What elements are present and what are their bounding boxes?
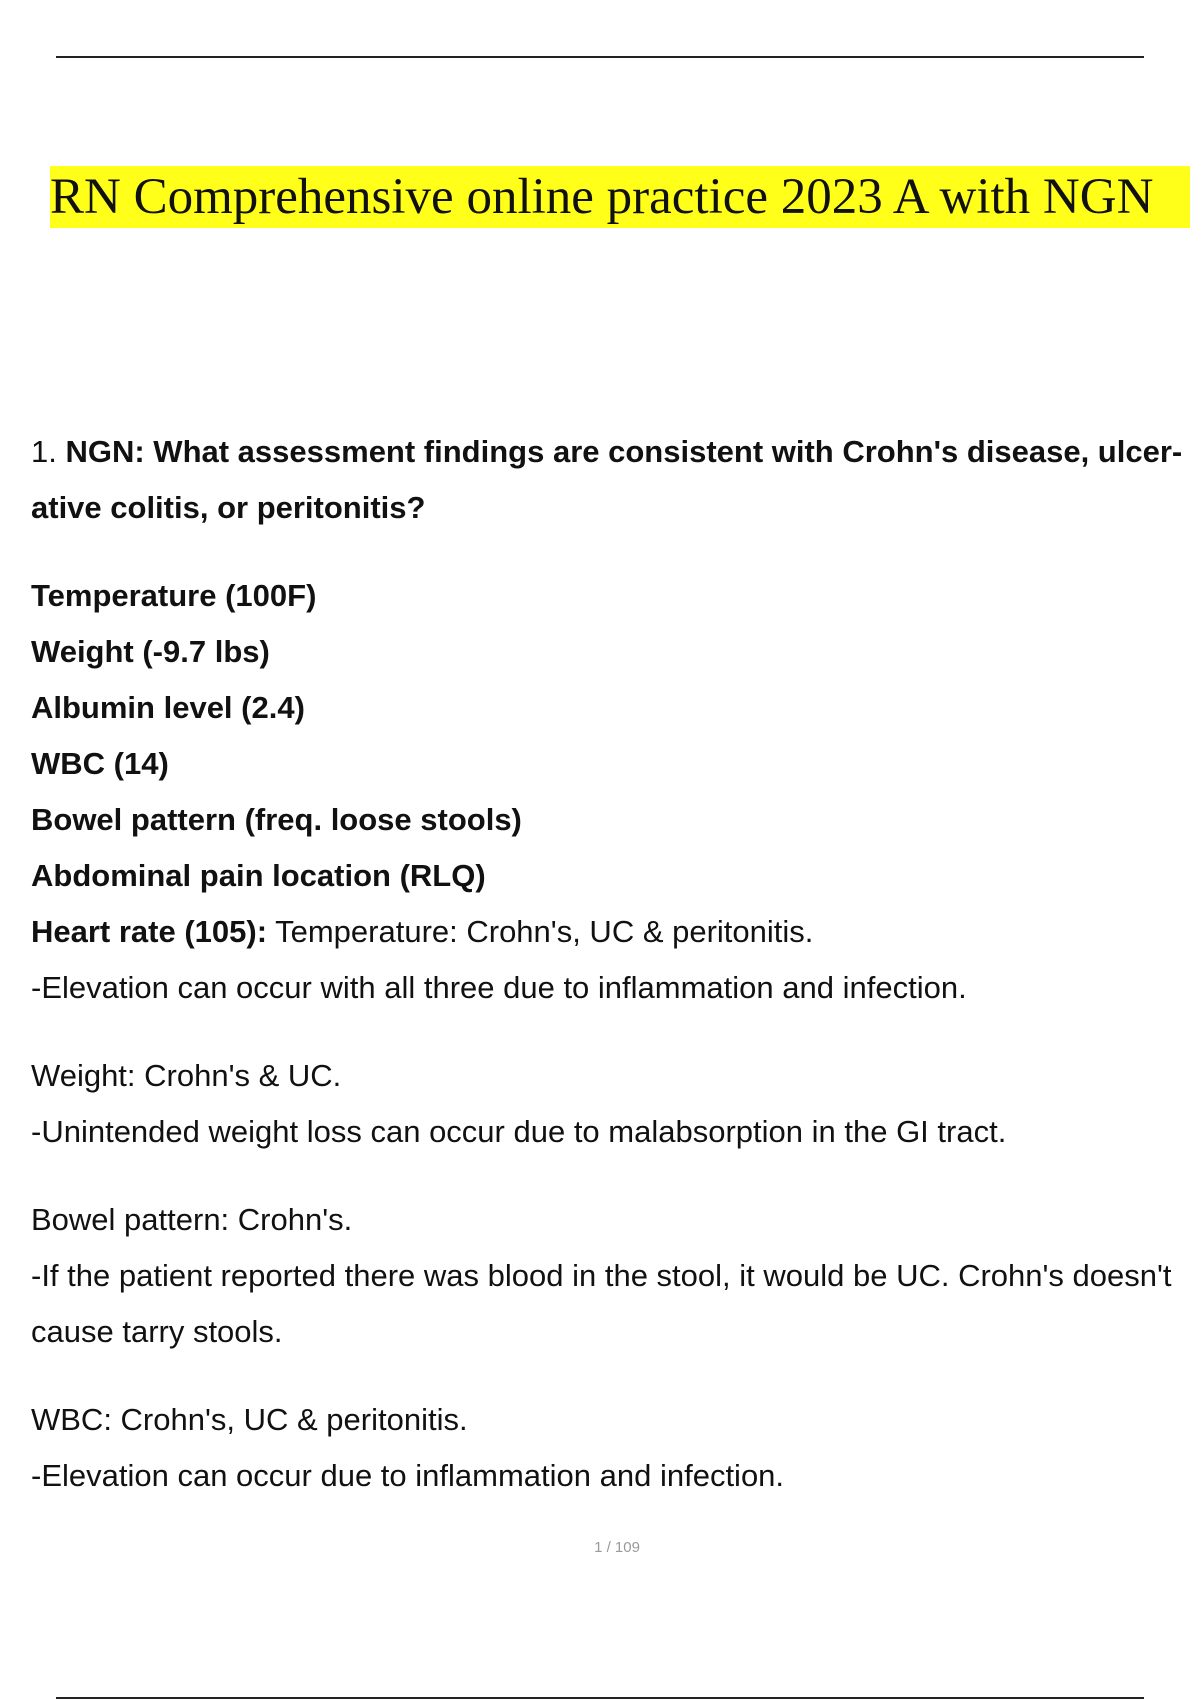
spacer (31, 536, 1200, 568)
finding-item: Abdominal pain location (RLQ) (31, 858, 486, 893)
spacer (31, 1360, 1200, 1392)
bowel-answer-heading: Bowel pattern: Crohn's. (31, 1202, 353, 1237)
question-text-2: ative colitis, or peritonitis? (31, 490, 426, 525)
question-line-1 (31, 424, 1200, 480)
document-body (31, 424, 1200, 1504)
question-number: 1. (31, 434, 57, 469)
heart-rate-line (31, 904, 1200, 960)
finding-item: Albumin level (2.4) (31, 690, 305, 725)
weight-answer-heading: Weight: Crohn's & UC. (31, 1058, 342, 1093)
finding-item: Bowel pattern (freq. loose stools) (31, 802, 522, 837)
temperature-answer-note: -Elevation can occur with all three due to inflammation and infection. (31, 970, 967, 1005)
top-divider (56, 56, 1144, 58)
finding-item: Temperature (100F) (31, 578, 317, 613)
spacer (31, 1160, 1200, 1192)
bowel-answer-note-2: cause tarry stools. (31, 1314, 283, 1349)
finding-item: WBC (14) (31, 746, 169, 781)
page-indicator: 1 / 109 (594, 1539, 640, 1556)
bowel-answer-note-1: -If the patient reported there was blood in the stool, it would be UC. Crohn's doesn't (31, 1258, 1172, 1293)
weight-answer-note: -Unintended weight loss can occur due to malabsorption in the GI tract. (31, 1114, 1007, 1149)
wbc-answer-heading: WBC: Crohn's, UC & peritonitis. (31, 1402, 468, 1437)
finding-item: Weight (-9.7 lbs) (31, 634, 270, 669)
question-text-1: NGN: What assessment findings are consistent with Crohn's disease, ulcer- (65, 434, 1183, 469)
document-title: RN Comprehensive online practice 2023 A with NGN (50, 169, 1154, 225)
heart-rate-label: Heart rate (105): (31, 914, 268, 949)
temperature-answer-heading: Temperature: Crohn's, UC & peritonitis. (267, 914, 814, 949)
wbc-answer-note: -Elevation can occur due to inflammation and infection. (31, 1458, 785, 1493)
bottom-divider (56, 1697, 1144, 1699)
spacer (31, 1016, 1200, 1048)
